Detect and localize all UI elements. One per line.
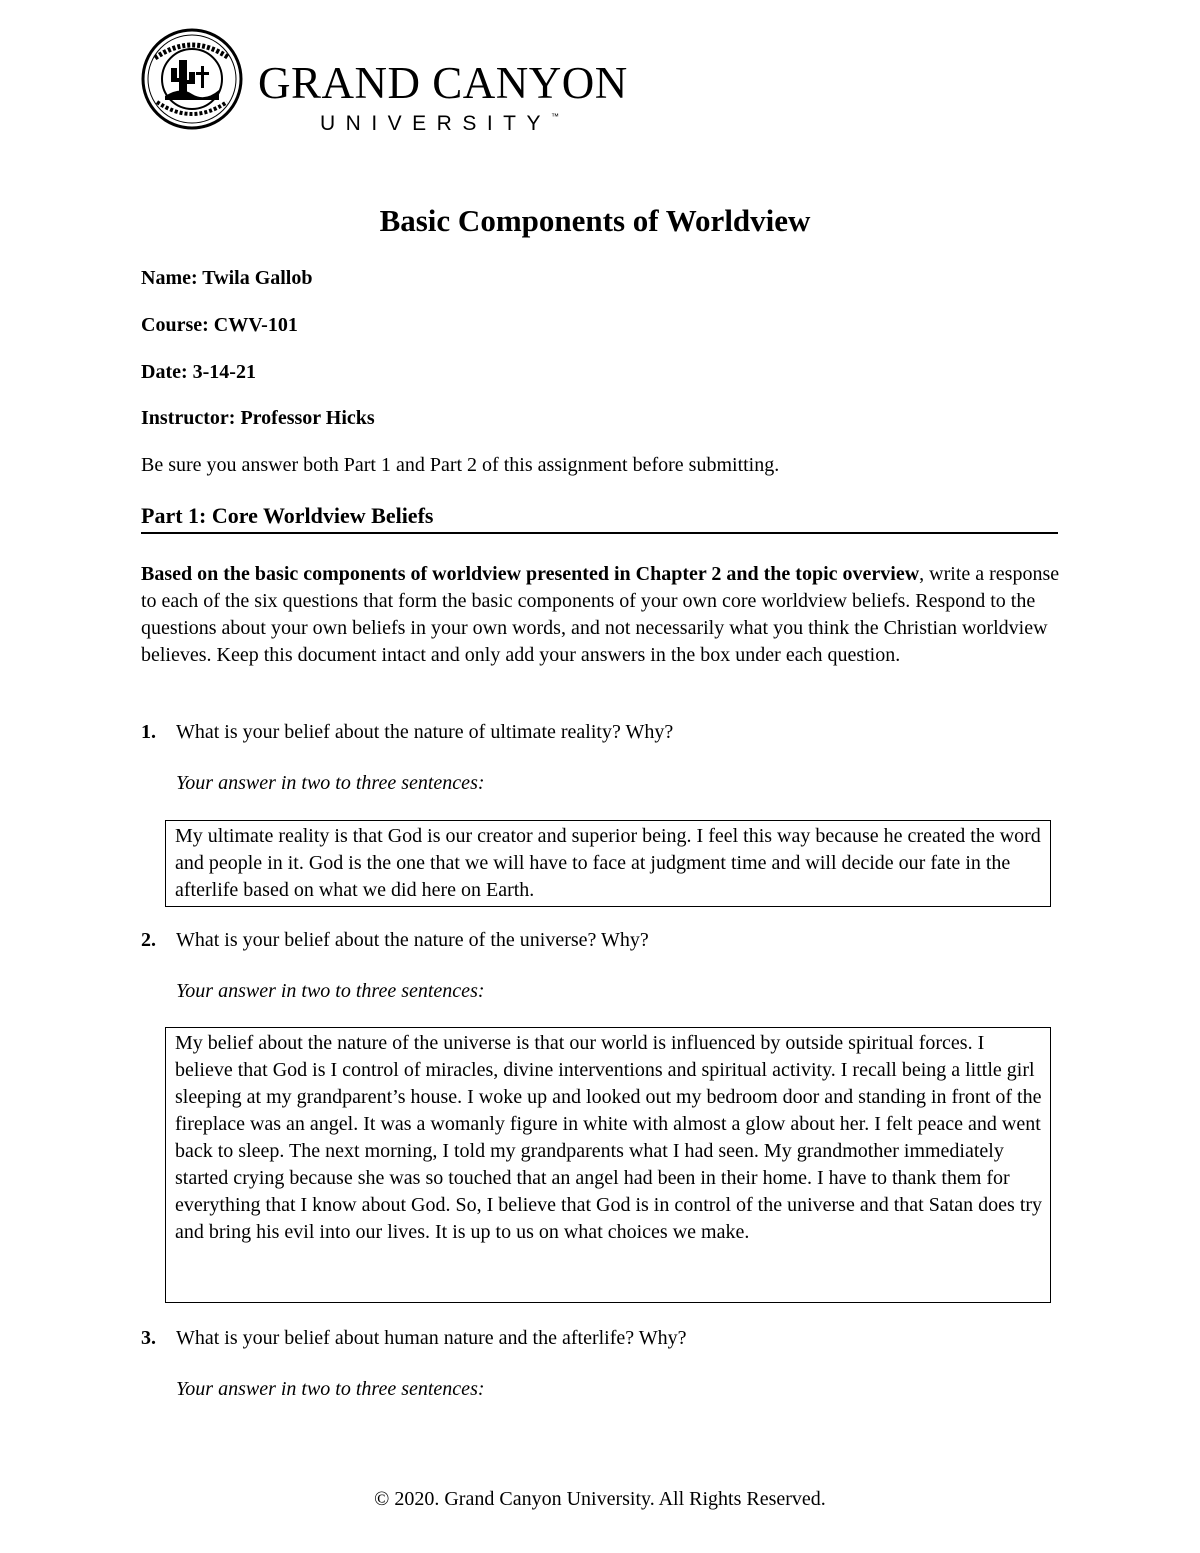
- course-value: CWV-101: [213, 314, 298, 336]
- answer-box-2[interactable]: My belief about the nature of the universe is that our world is influenced by outside spiritual forces. I believe that God is I control of miracles, divine interventions and spiritual activity. I recall being a little girl sleeping at my grandparent’s house. I woke up and looked out my bedroom door and standing in front of the fireplace was an angel. It was a womanly figure in white with almost a glow about her. I felt peace and went back to sleep. The next morning, I told my grandparents what I had seen. My grandmother immediately started crying because she was so touched that an angel had been in their home. I have to thank them for everything that I know about God. So, I believe that God is in control of the universe and that Satan does try and bring his evil into our lives. It is up to us on what choices we make.: [165, 1027, 1051, 1303]
- instructions-bold: Based on the basic components of worldview presented in Chapter 2 and the topic overview: [141, 563, 920, 585]
- university-logo: [141, 28, 628, 138]
- question-number: 1.: [141, 721, 156, 743]
- date-value: 3-14-21: [192, 361, 256, 383]
- document-title: Basic Components of Worldview: [379, 203, 811, 238]
- question-text: What is your belief about human nature and the afterlife? Why?: [176, 1327, 687, 1349]
- name-field: [141, 267, 313, 290]
- question-3: [141, 1327, 687, 1350]
- submission-reminder: Be sure you answer both Part 1 and Part 2 of this assignment before submitting.: [141, 454, 780, 476]
- instructor-field: [141, 407, 375, 430]
- part1-instructions: [141, 561, 1061, 669]
- question-2: [141, 929, 649, 952]
- instructions-text: , write a response to each of the six questions that form the basic components of your own core worldview beliefs. Respond to the questions about your own beliefs in your own words, and not necessarily what you think the Christian worldview believes. Keep this document intact and only add your answers in the box under each question.: [141, 563, 1060, 666]
- question-1: [141, 721, 673, 744]
- logo-wordmark: [258, 58, 628, 136]
- course-field: [141, 314, 298, 337]
- answer-hint-2: Your answer in two to three sentences:: [176, 980, 485, 1002]
- trademark-mark: ™: [551, 112, 560, 121]
- answer-hint-1: Your answer in two to three sentences:: [176, 772, 485, 794]
- name-value: Twila Gallob: [202, 267, 313, 289]
- question-number: 3.: [141, 1327, 156, 1349]
- answer-hint-3: Your answer in two to three sentences:: [176, 1378, 485, 1400]
- part1-heading: Part 1: Core Worldview Beliefs: [141, 503, 1058, 534]
- answer-box-1[interactable]: My ultimate reality is that God is our creator and superior being. I feel this way because he created the word and people in it. God is the one that we will have to face at judgment time and will decide our fate in the afterlife based on what we did here on Earth.: [165, 820, 1051, 907]
- question-text: What is your belief about the nature of ultimate reality? Why?: [176, 721, 674, 743]
- question-text: What is your belief about the nature of the universe? Why?: [176, 929, 649, 951]
- logo-line2-text: UNIVERSITY: [320, 112, 552, 135]
- name-label: Name:: [141, 267, 198, 289]
- question-number: 2.: [141, 929, 156, 951]
- copyright-footer: © 2020. Grand Canyon University. All Rights Reserved.: [374, 1488, 826, 1510]
- date-label: Date:: [141, 361, 188, 383]
- date-field: [141, 361, 256, 384]
- course-label: Course:: [141, 314, 209, 336]
- university-seal-icon: [141, 28, 243, 130]
- instructor-value: Professor Hicks: [240, 407, 375, 429]
- logo-line1: GRAND CANYON: [258, 58, 628, 108]
- instructor-label: Instructor:: [141, 407, 236, 429]
- logo-line2: [320, 112, 628, 136]
